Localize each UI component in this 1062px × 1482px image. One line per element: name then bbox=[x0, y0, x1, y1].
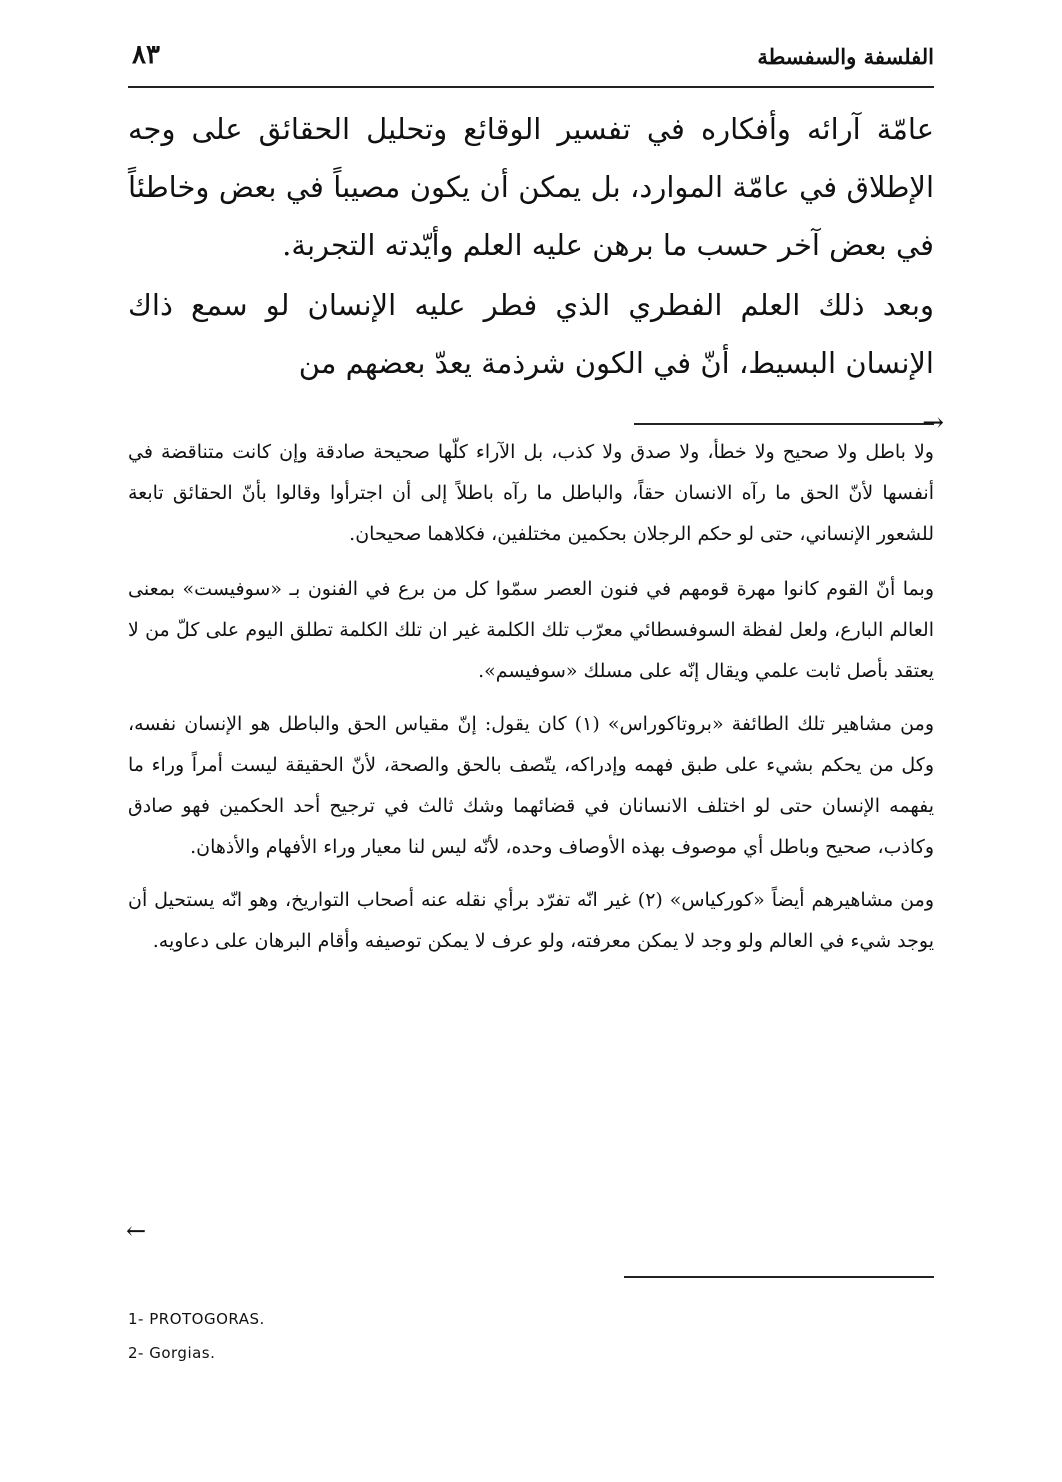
running-title: الفلسفة والسفسطة bbox=[757, 44, 934, 69]
main-paragraph-continued: وبعد ذلك العلم الفطري الذي فطر عليه الإنسان لو سمع ذاك الإنسان البسيط، أنّ في الكون شرذمة يعدّ بعضهم من bbox=[128, 288, 934, 380]
note-continuation: ولا باطل ولا صحيح ولا خطأ، ولا صدق ولا كذب، بل الآراء كلّها صحيحة صادقة وإن كانت متناقضة في أنفسها لأنّ الحق ما رآه الانسان حقاً، والباطل ما رآه باطلاً إلى أن اجترأوا وقالوا بأنّ الحقائق تابعة للشعور الإنساني، حتى لو حكم الرجلان بحكمين مختلفين، فكلاهما صحيحان. bbox=[128, 441, 934, 545]
note-paragraph-sophist: وبما أنّ القوم كانوا مهرة قومهم في فنون العصر سمّوا كل من برع في الفنون بـ «سوفيست» بمعنى العالم البارع، ولعل لفظة السوفسطائي معرّب تلك الكلمة غير ان تلك الكلمة تطلق اليوم على كلّ من لا يعتقد بأصل ثابت علمي ويقال إنّه على مسلك «سوفيسم». bbox=[128, 578, 934, 682]
continues-arrow-icon: ← bbox=[126, 1217, 147, 1245]
footnotes bbox=[128, 1302, 265, 1370]
main-paragraph: عامّة آرائه وأفكاره في تفسير الوقائع وتحليل الحقائق على وجه الإطلاق في عامّة الموارد، بل يمكن أن يكون مصيباً في بعض وخاطئاً في بعض آخر حسب ما برهن عليه العلم وأيّدته التجربة. bbox=[128, 112, 934, 262]
footnote-1: 1- PROTOGORAS. bbox=[128, 1310, 265, 1328]
footnote-divider bbox=[624, 1276, 934, 1278]
notes-section bbox=[128, 432, 934, 974]
footnote-2: 2- Gorgias. bbox=[128, 1344, 216, 1362]
note-paragraph-protagoras: ومن مشاهير تلك الطائفة «بروتاكوراس» (١) كان يقول: إنّ مقياس الحق والباطل هو الإنسان نفسه، وكل من يحكم بشيء على طبق فهمه وإدراكه، يتّصف بالحق والصحة، لأنّ الحقيقة ليست أمراً وراء ما يفهمه الإنسان حتى لو اختلف الانسانان في قضائهما وشك ثالث في ترجيح أحد الحكمين فهو صادق وكاذب، صحيح وباطل أي موصوف بهذه الأوصاف وحده، لأنّه ليس لنا معيار وراء الأفهام والأذهان. bbox=[128, 713, 934, 858]
notes-divider bbox=[634, 423, 934, 425]
page-header bbox=[128, 36, 934, 88]
continued-arrow-icon: → bbox=[922, 408, 944, 438]
main-text bbox=[128, 100, 934, 392]
page-number: ٨٣ bbox=[132, 40, 160, 70]
note-paragraph-gorgias: ومن مشاهيرهم أيضاً «كوركياس» (٢) غير انّه تفرّد برأي نقله عنه أصحاب التواريخ، وهو انّه يستحيل أن يوجد شيء في العالم ولو وجد لا يمكن معرفته، ولو عرف لا يمكن توصيفه وأقام البرهان على دعاويه. bbox=[128, 889, 934, 952]
